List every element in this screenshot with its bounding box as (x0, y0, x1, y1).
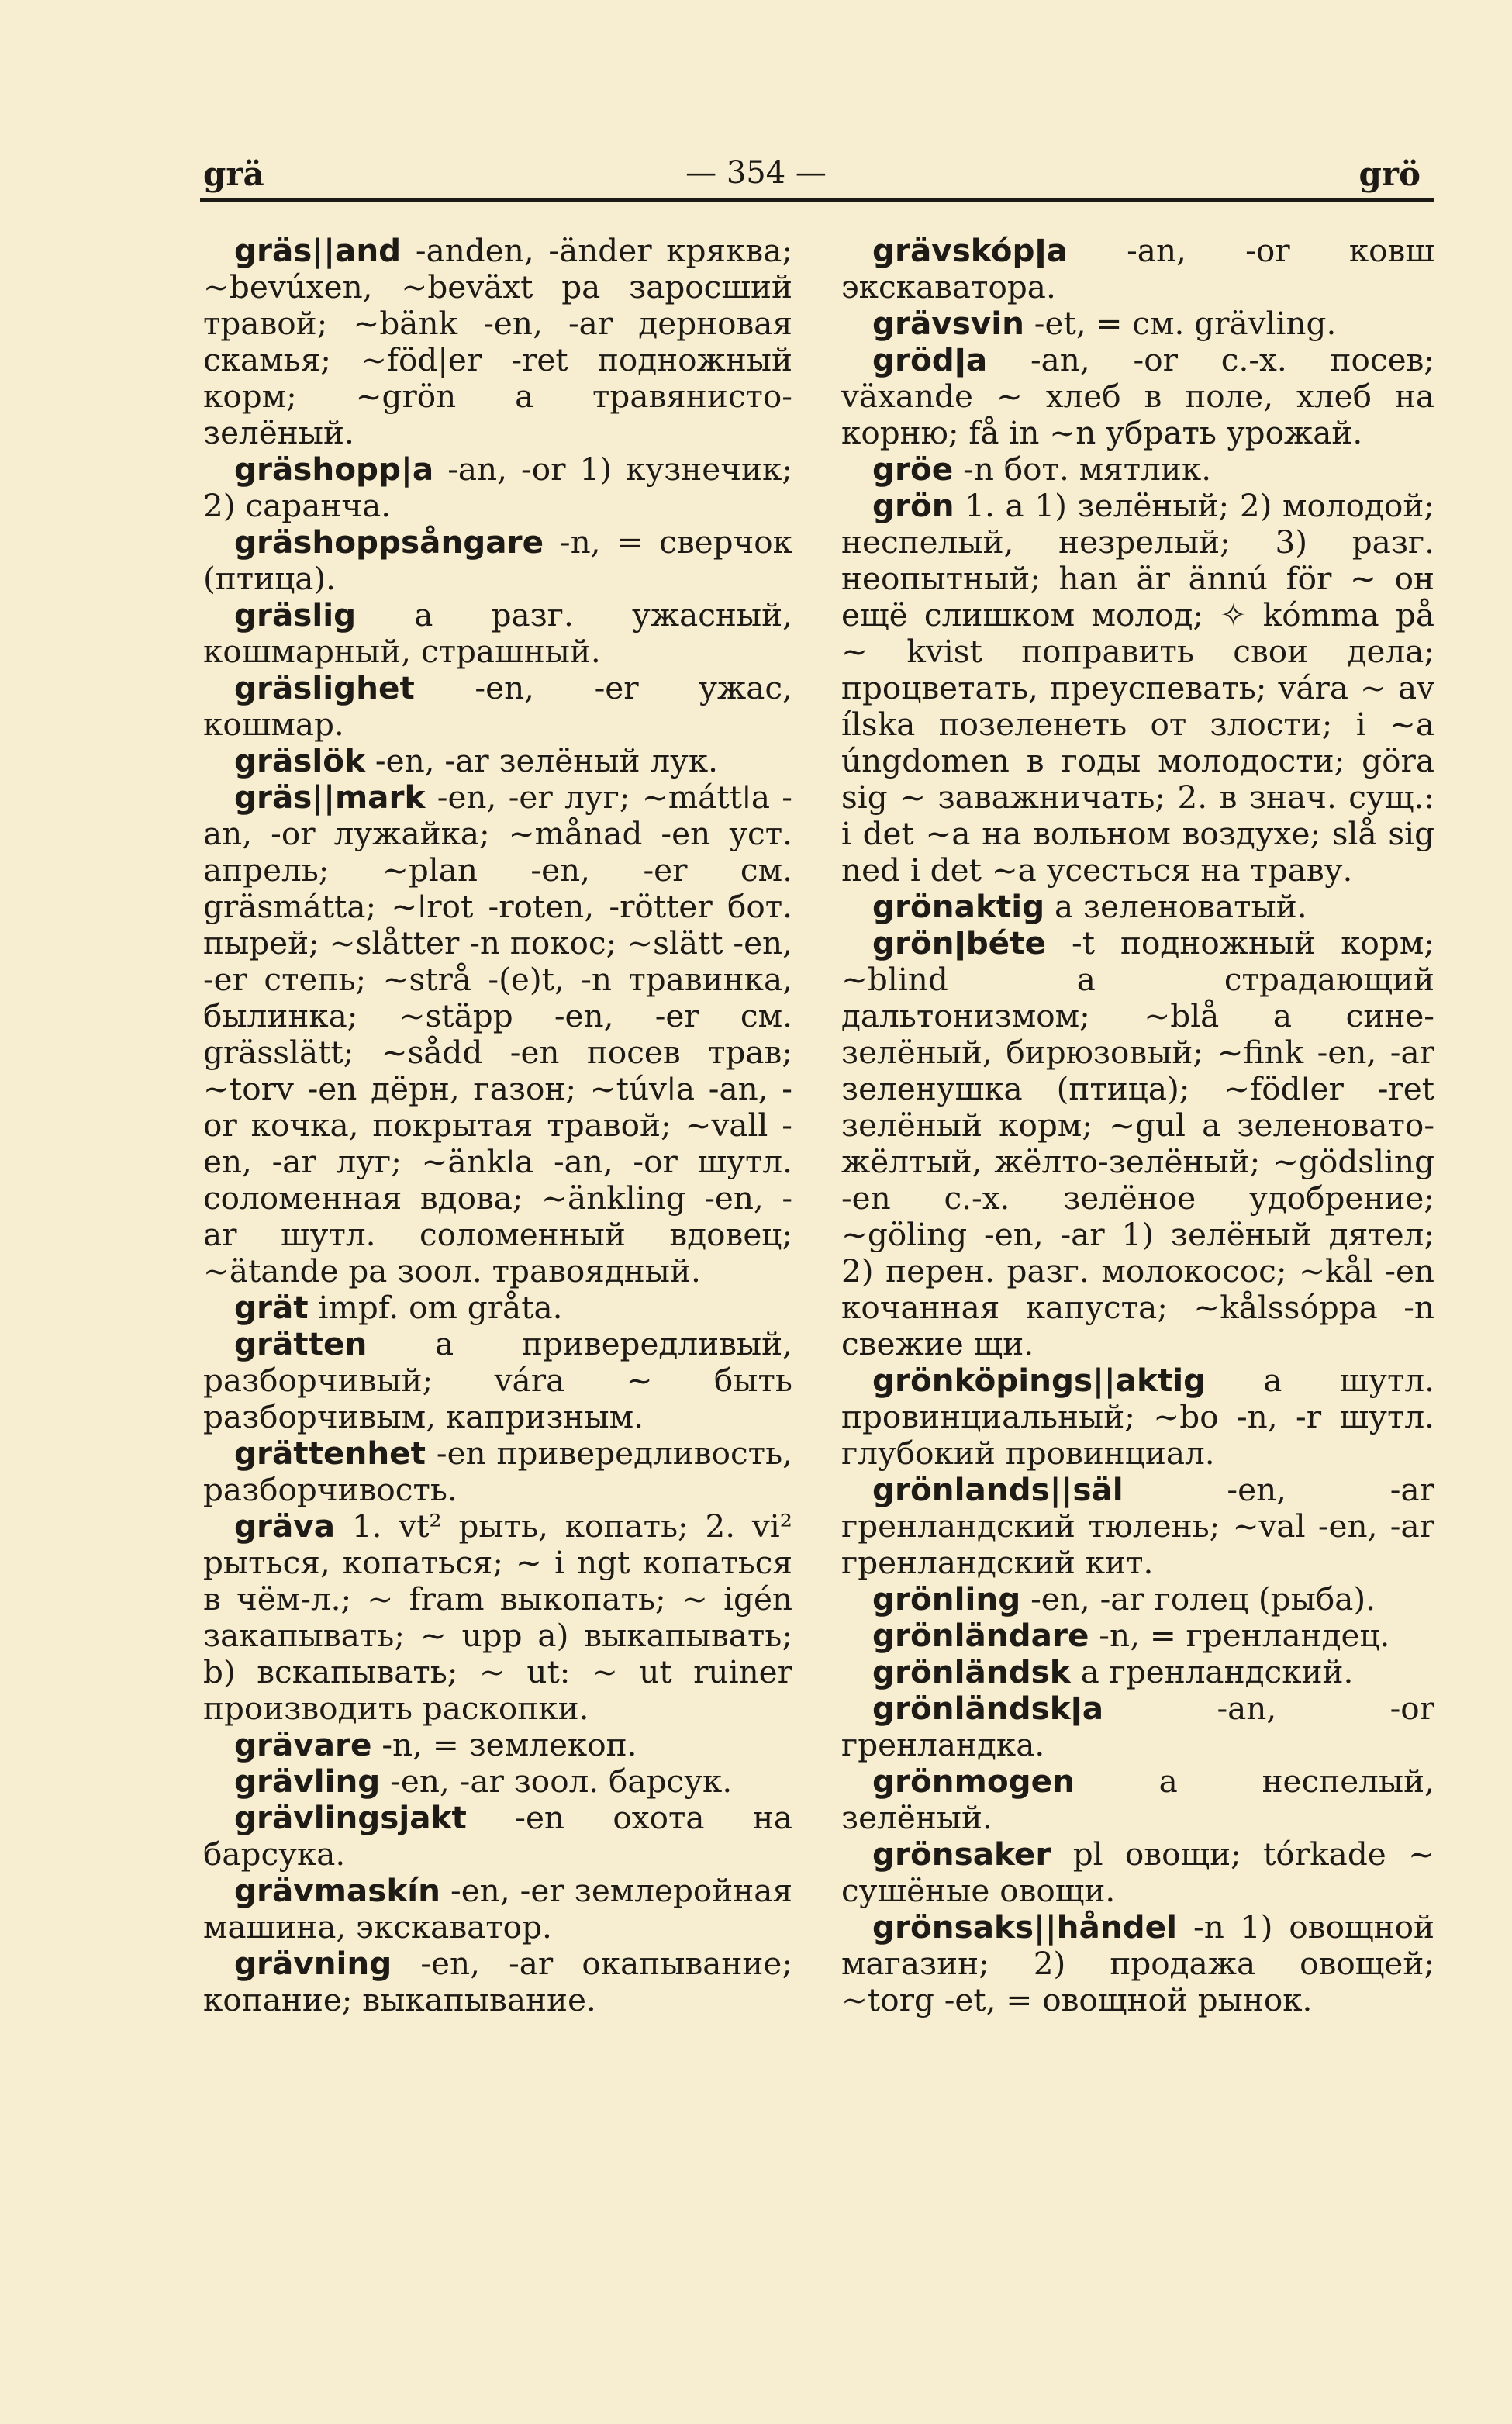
entry-headword: grönling (872, 1580, 1021, 1618)
entry-headword: grönaktig (872, 888, 1045, 925)
entry-headword: gröe (872, 451, 954, 488)
entry-headword: gräslök (234, 742, 366, 779)
entry-headword: gräva (234, 1507, 336, 1545)
entry-headword: grönköpings||aktig (872, 1362, 1206, 1399)
header-rule (200, 198, 1434, 202)
entry-headword: grät (234, 1289, 309, 1326)
entry-definition: -en, -er землеройная машина, экскаватор. (203, 1872, 792, 1946)
dictionary-entry (203, 1873, 792, 1946)
entry-headword: grävlingsjakt (234, 1799, 467, 1836)
dictionary-entry (203, 1727, 792, 1763)
entry-definition: 1. vt² рыть, копать; 2. vi² рыться, копаться; ~ i ngt копаться в чём-л.; ~ fram выкопать; ~ igén закапывать; ~ upp a) выкапывать; b) вскапывать; ~ ut: ~ ut ruiner производить раскопки. (203, 1507, 792, 1727)
entry-headword: grödǀa (872, 341, 988, 378)
entry-headword: grätten (234, 1325, 368, 1362)
dictionary-entry (841, 889, 1434, 925)
dictionary-entry (203, 743, 792, 779)
entry-headword: gräs||mark (234, 779, 426, 816)
entry-definition: -an, -or 1) кузнечик; 2) саранча. (203, 451, 792, 524)
dictionary-entry (203, 779, 792, 1290)
entry-definition: -en, -ar зелёный лук. (365, 742, 719, 779)
entry-definition: -en, -er луг; ~máttǀa -an, -or лужайка; ~månad -en уст. апрель; ~plan -en, -er см. gräsmátta; ~ǀrot -roten, -rötter бот. пырей; ~slåtter -n покос; ~slätt -en, -er степь; ~strå -(e)t, -n травинка, былинка; ~stäpp -en, -er см. grässlätt; ~sådd -en посев трав; ~torv -en дёрн, газон; ~túvǀa -an, -or кочка, покрытая травой; ~vall -en, -ar луг; ~änkǀa -an, -or шутл. соломенная вдова; ~änkling -en, -ar шутл. соломенный вдовец; ~ätande pa зоол. травоядный. (203, 779, 792, 1290)
dictionary-entry (841, 1618, 1434, 1654)
entry-definition: pl овощи; tórkade ~ сушёные овощи. (841, 1835, 1434, 1909)
dictionary-entry (203, 670, 792, 743)
dictionary-entry (203, 233, 792, 451)
entry-definition: -n, = гренландец. (1089, 1617, 1390, 1654)
entry-definition: -en, -ar гренландский тюлень; ~val -en, -ar гренландский кит. (841, 1471, 1434, 1581)
entry-definition: -an, -or ковш экскаватора. (841, 232, 1434, 306)
right-column (841, 233, 1434, 2018)
entry-definition: a привередливый, разборчивый; vára ~ быть разборчивым, капризным. (203, 1325, 792, 1435)
dictionary-entry (203, 1763, 792, 1800)
entry-definition: -et, = см. grävling. (1024, 305, 1337, 342)
entry-headword: grön (872, 487, 954, 524)
entry-headword: grävmaskín (234, 1872, 440, 1909)
entry-headword: grättenhet (234, 1435, 426, 1472)
dictionary-entry (203, 451, 792, 524)
entry-headword: grönländsk (872, 1653, 1071, 1690)
entry-headword: gräshoppsångare (234, 523, 544, 561)
dictionary-entry (841, 1362, 1434, 1472)
dictionary-entry (841, 1836, 1434, 1909)
entry-headword: gräs||and (234, 232, 402, 269)
entry-headword: gräslig (234, 596, 357, 634)
entry-definition: a гренландский. (1070, 1653, 1354, 1690)
entry-definition: -n 1) овощной магазин; 2) продажа овощей; ~torg -et, = овощной рынок. (841, 1908, 1434, 2018)
entry-definition: 1. a 1) зелёный; 2) молодой; неспелый, незрелый; 3) разг. неопытный; han är ännú för ~ он ещё слишком молод; ✧ kómma på ~ kvist поправить свои дела; процветать, преуспевать; vára ~ av ílska позеленеть от злости; i ~a úngdomen в годы молодости; göra sig ~ заважничать; 2. в знач. сущ.: i det ~a на вольном воздухе; slå sig ned i det ~a усесться на траву. (841, 487, 1434, 889)
dictionary-entry (841, 1909, 1434, 2018)
entry-headword: grävare (234, 1726, 372, 1763)
entry-definition: impf. om gråta. (308, 1289, 563, 1326)
entry-definition: a неспелый, зелёный. (841, 1763, 1434, 1836)
entry-definition: -n, = землекоп. (371, 1726, 637, 1763)
dictionary-entry (203, 1326, 792, 1435)
entry-definition: -an, -or гренландка. (841, 1690, 1434, 1763)
entry-definition: -en, -er ужас, кошмар. (203, 669, 792, 743)
entry-headword: grönlands||säl (872, 1471, 1124, 1508)
left-column (203, 233, 792, 2018)
entry-definition: -n, = сверчок (птица). (203, 523, 792, 597)
entry-headword: gräshopp|a (234, 451, 434, 488)
dictionary-entry (203, 1946, 792, 2018)
dictionary-entry (841, 306, 1434, 342)
dictionary-entry (841, 1472, 1434, 1581)
entry-definition: -en, -ar окапывание; копание; выкапывание. (203, 1945, 792, 2018)
entry-definition: -n бот. мятлик. (953, 451, 1212, 488)
dictionary-entry (841, 233, 1434, 306)
dictionary-entry (841, 1763, 1434, 1836)
entry-definition: -en, -ar голец (рыба). (1020, 1580, 1376, 1618)
entry-headword: grönmogen (872, 1763, 1075, 1800)
entry-definition: a зеленоватый. (1044, 888, 1307, 925)
dictionary-entry (841, 342, 1434, 451)
entry-definition: -en, -ar зоол. барсук. (380, 1763, 733, 1800)
dictionary-entry (841, 1581, 1434, 1618)
dictionary-entry (841, 925, 1434, 1362)
left-guide-word: grä (203, 155, 264, 193)
entry-definition: -anden, -änder кряква; ~bevúxen, ~beväxt pa заросший травой; ~bänk -en, -ar дерновая скамья; ~föd|er -ret подножный корм; ~grön a травянисто-зелёный. (203, 232, 792, 451)
right-guide-word: grö (1358, 155, 1421, 193)
entry-headword: grönländare (872, 1617, 1089, 1654)
dictionary-entry (841, 1690, 1434, 1763)
dictionary-entry (203, 524, 792, 597)
dictionary-entry (203, 597, 792, 670)
dictionary-entry (203, 1435, 792, 1508)
dictionary-entry (203, 1508, 792, 1727)
entry-definition: -en охота на барсука. (203, 1799, 792, 1873)
page-number: — 354 — (685, 155, 827, 191)
entry-definition: a шутл. провинциальный; ~bo -n, -r шутл. глубокий провинциал. (841, 1362, 1434, 1472)
dictionary-entry (841, 1654, 1434, 1690)
entry-definition: -an, -or с.-х. посев; växande ~ хлеб в поле, хлеб на корню; få in ~n убрать урожай. (841, 341, 1434, 451)
entry-definition: -en привередливость, разборчивость. (203, 1435, 792, 1508)
dictionary-entry (841, 451, 1434, 488)
dictionary-entry (203, 1290, 792, 1326)
entry-headword: grävsvin (872, 305, 1024, 342)
entry-definition: -t подножный корм; ~blind a страдающий дальтонизмом; ~blå a сине-зелёный, бирюзовый; ~fink -en, -ar зеленушка (птица); ~födǀer -ret зелёный корм; ~gul a зеленовато-жёлтый, жёлто-зелёный; ~gödsling -en с.-х. зелёное удобрение; ~göling -en, -ar 1) зелёный дятел; 2) перен. разг. молокосос; ~kål -en кочанная капуста; ~kålssóppa -n свежие щи. (841, 924, 1434, 1362)
entry-headword: gräslighet (234, 669, 415, 706)
entry-headword: grönsaks||håndel (872, 1908, 1178, 1946)
entry-headword: grävskópǀa (872, 232, 1068, 269)
entry-headword: grönsaker (872, 1835, 1051, 1873)
entry-definition: a разг. ужасный, кошмарный, страшный. (203, 596, 792, 670)
entry-headword: grävling (234, 1763, 381, 1800)
dictionary-entry (203, 1800, 792, 1873)
entry-headword: grönländskǀa (872, 1690, 1104, 1727)
entry-headword: grävning (234, 1945, 392, 1982)
entry-headword: grönǀbéte (872, 924, 1046, 962)
dictionary-entry (841, 488, 1434, 889)
